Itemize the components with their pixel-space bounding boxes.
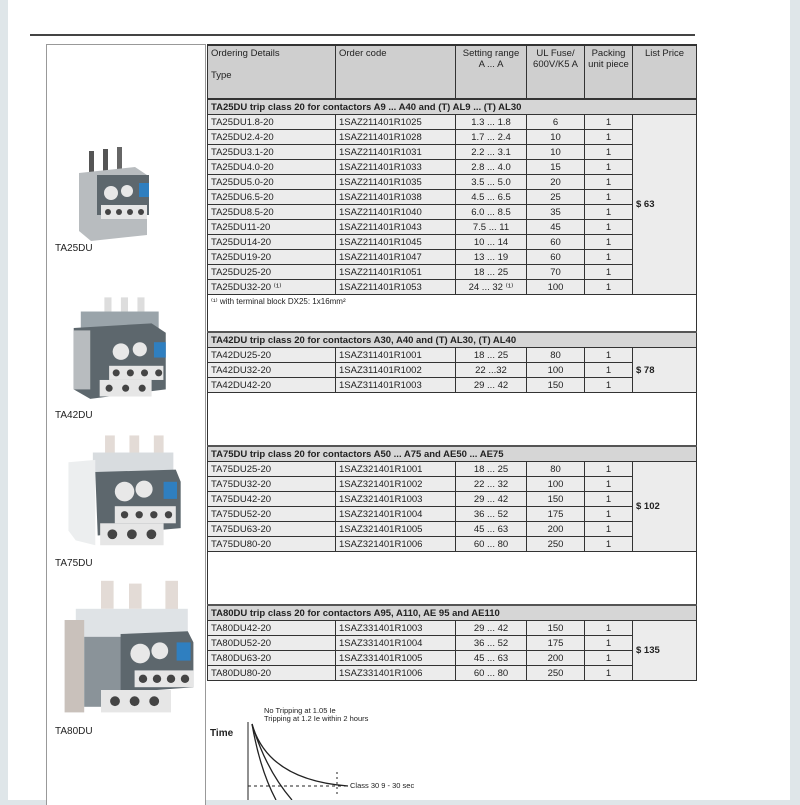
ul-fuse-cell: 250 — [527, 666, 585, 681]
packing-unit-cell: 1 — [585, 220, 633, 235]
table-row — [208, 130, 697, 145]
table-row — [208, 537, 697, 552]
setting-range-cell: 22 ...32 — [456, 363, 527, 378]
ul-fuse-cell: 200 — [527, 651, 585, 666]
table-row — [208, 190, 697, 205]
setting-range-cell: 36 ... 52 — [456, 636, 527, 651]
ul-fuse-cell: 150 — [527, 378, 585, 393]
type-cell: TA75DU32-20 — [208, 477, 336, 492]
table-row — [208, 348, 697, 363]
table-row — [208, 205, 697, 220]
order-code-cell: 1SAZ321401R1001 — [336, 462, 456, 477]
section-divider — [30, 34, 695, 36]
packing-unit-cell: 1 — [585, 651, 633, 666]
group-title: TA80DU trip class 20 for contactors A95, A110, AE 95 and AE110 — [208, 605, 697, 621]
order-code-cell: 1SAZ211401R1031 — [336, 145, 456, 160]
spacer-row — [208, 552, 697, 606]
ul-fuse-cell: 100 — [527, 363, 585, 378]
setting-range-cell: 1.7 ... 2.4 — [456, 130, 527, 145]
ul-fuse-cell: 15 — [527, 160, 585, 175]
spacer-row — [208, 393, 697, 447]
product-label: TA25DU — [55, 243, 93, 254]
table-row — [208, 636, 697, 651]
ul-fuse-cell: 250 — [527, 537, 585, 552]
order-code-cell: 1SAZ211401R1025 — [336, 115, 456, 130]
packing-unit-cell: 1 — [585, 348, 633, 363]
setting-range-cell: 45 ... 63 — [456, 522, 527, 537]
group-header-row — [208, 99, 697, 115]
header-order-code: Order code — [336, 45, 456, 99]
type-cell: TA80DU52-20 — [208, 636, 336, 651]
trip-class-chart — [208, 700, 468, 800]
packing-unit-cell: 1 — [585, 160, 633, 175]
table-row — [208, 363, 697, 378]
spacer-cell — [208, 393, 697, 447]
table-row — [208, 522, 697, 537]
footnote: ⁽¹⁾ with terminal block DX25: 1x16mm² — [208, 295, 697, 333]
order-code-cell: 1SAZ211401R1053 — [336, 280, 456, 295]
order-code-cell: 1SAZ331401R1004 — [336, 636, 456, 651]
chart-y-label: Time — [210, 728, 234, 739]
packing-unit-cell: 1 — [585, 492, 633, 507]
catalog-page — [8, 0, 790, 800]
ul-fuse-cell: 60 — [527, 235, 585, 250]
packing-unit-cell: 1 — [585, 235, 633, 250]
order-code-cell: 1SAZ321401R1006 — [336, 537, 456, 552]
setting-range-cell: 29 ... 42 — [456, 378, 527, 393]
setting-range-cell: 1.3 ... 1.8 — [456, 115, 527, 130]
product-images-column — [46, 44, 206, 805]
type-cell: TA25DU32-20 ⁽¹⁾ — [208, 280, 336, 295]
table-row — [208, 651, 697, 666]
order-code-cell: 1SAZ211401R1040 — [336, 205, 456, 220]
setting-range-cell: 18 ... 25 — [456, 462, 527, 477]
setting-range-cell: 24 ... 32 ⁽¹⁾ — [456, 280, 527, 295]
setting-range-cell: 60 ... 80 — [456, 537, 527, 552]
list-price-cell: $ 78 — [633, 348, 697, 393]
packing-unit-cell: 1 — [585, 462, 633, 477]
packing-unit-cell: 1 — [585, 205, 633, 220]
order-code-cell: 1SAZ321401R1003 — [336, 492, 456, 507]
packing-unit-cell: 1 — [585, 621, 633, 636]
type-cell: TA80DU63-20 — [208, 651, 336, 666]
list-price-cell: $ 102 — [633, 462, 697, 552]
packing-unit-cell: 1 — [585, 666, 633, 681]
ul-fuse-cell: 150 — [527, 492, 585, 507]
header-list-price: List Price — [633, 45, 697, 99]
type-cell: TA25DU14-20 — [208, 235, 336, 250]
table-row — [208, 462, 697, 477]
packing-unit-cell: 1 — [585, 378, 633, 393]
setting-range-cell: 2.8 ... 4.0 — [456, 160, 527, 175]
ul-fuse-cell: 100 — [527, 477, 585, 492]
relay-image — [75, 145, 175, 245]
ul-fuse-cell: 175 — [527, 507, 585, 522]
table-row — [208, 265, 697, 280]
order-code-cell: 1SAZ321401R1004 — [336, 507, 456, 522]
setting-range-cell: 3.5 ... 5.0 — [456, 175, 527, 190]
relay-image — [63, 433, 191, 555]
relay-image — [59, 578, 199, 718]
packing-unit-cell: 1 — [585, 507, 633, 522]
relay-image — [69, 295, 187, 413]
ul-fuse-cell: 80 — [527, 348, 585, 363]
ul-fuse-cell: 6 — [527, 115, 585, 130]
type-cell: TA25DU25-20 — [208, 265, 336, 280]
setting-range-cell: 13 ... 19 — [456, 250, 527, 265]
ul-fuse-cell: 45 — [527, 220, 585, 235]
product-label: TA42DU — [55, 410, 93, 421]
setting-range-cell: 4.5 ... 6.5 — [456, 190, 527, 205]
header-packing-unit: Packing unit piece — [585, 45, 633, 99]
setting-range-cell: 7.5 ... 11 — [456, 220, 527, 235]
type-cell: TA80DU80-20 — [208, 666, 336, 681]
type-cell: TA25DU4.0-20 — [208, 160, 336, 175]
group-header-row — [208, 332, 697, 348]
order-code-cell: 1SAZ331401R1005 — [336, 651, 456, 666]
table-row — [208, 250, 697, 265]
ul-fuse-cell: 20 — [527, 175, 585, 190]
list-price-cell: $ 63 — [633, 115, 697, 295]
packing-unit-cell: 1 — [585, 363, 633, 378]
ul-fuse-cell: 100 — [527, 280, 585, 295]
type-cell: TA75DU25-20 — [208, 462, 336, 477]
header-setting-range: Setting range A ... A — [456, 45, 527, 99]
header-type-label: Type — [211, 70, 232, 81]
footnote-row — [208, 295, 697, 333]
order-code-cell: 1SAZ331401R1006 — [336, 666, 456, 681]
packing-unit-cell: 1 — [585, 265, 633, 280]
order-code-cell: 1SAZ321401R1002 — [336, 477, 456, 492]
order-code-cell: 1SAZ321401R1005 — [336, 522, 456, 537]
order-code-cell: 1SAZ211401R1051 — [336, 265, 456, 280]
packing-unit-cell: 1 — [585, 537, 633, 552]
order-code-cell: 1SAZ211401R1038 — [336, 190, 456, 205]
setting-range-cell: 45 ... 63 — [456, 651, 527, 666]
ul-fuse-cell: 175 — [527, 636, 585, 651]
setting-range-cell: 29 ... 42 — [456, 492, 527, 507]
order-code-cell: 1SAZ211401R1043 — [336, 220, 456, 235]
table-row — [208, 115, 697, 130]
order-code-cell: 1SAZ311401R1001 — [336, 348, 456, 363]
packing-unit-cell: 1 — [585, 115, 633, 130]
type-cell: TA25DU1.8-20 — [208, 115, 336, 130]
group-title: TA75DU trip class 20 for contactors A50 ... A75 and AE50 ... AE75 — [208, 446, 697, 462]
setting-range-cell: 29 ... 42 — [456, 621, 527, 636]
type-cell: TA25DU5.0-20 — [208, 175, 336, 190]
type-cell: TA25DU11-20 — [208, 220, 336, 235]
type-cell: TA75DU63-20 — [208, 522, 336, 537]
order-code-cell: 1SAZ211401R1047 — [336, 250, 456, 265]
packing-unit-cell: 1 — [585, 250, 633, 265]
ul-fuse-cell: 70 — [527, 265, 585, 280]
order-code-cell: 1SAZ211401R1033 — [336, 160, 456, 175]
product-label: TA75DU — [55, 558, 93, 569]
order-code-cell: 1SAZ331401R1003 — [336, 621, 456, 636]
setting-range-cell: 10 ... 14 — [456, 235, 527, 250]
setting-range-cell: 6.0 ... 8.5 — [456, 205, 527, 220]
type-cell: TA42DU25-20 — [208, 348, 336, 363]
setting-range-cell: 22 ... 32 — [456, 477, 527, 492]
ul-fuse-cell: 200 — [527, 522, 585, 537]
group-header-row — [208, 605, 697, 621]
chart-class-label: Class 30 9 - 30 sec — [350, 781, 415, 790]
table-row — [208, 145, 697, 160]
header-ordering-details: Ordering Details — [211, 48, 280, 59]
table-row — [208, 235, 697, 250]
type-cell: TA25DU6.5-20 — [208, 190, 336, 205]
setting-range-cell: 60 ... 80 — [456, 666, 527, 681]
packing-unit-cell: 1 — [585, 280, 633, 295]
type-cell: TA25DU3.1-20 — [208, 145, 336, 160]
table-row — [208, 507, 697, 522]
ul-fuse-cell: 150 — [527, 621, 585, 636]
table-row — [208, 220, 697, 235]
type-cell: TA75DU80-20 — [208, 537, 336, 552]
ordering-details-table — [207, 44, 697, 681]
setting-range-cell: 18 ... 25 — [456, 265, 527, 280]
packing-unit-cell: 1 — [585, 190, 633, 205]
setting-range-cell: 18 ... 25 — [456, 348, 527, 363]
trip-curves — [208, 700, 468, 800]
ul-fuse-cell: 35 — [527, 205, 585, 220]
table-header-row — [208, 45, 697, 99]
group-header-row — [208, 446, 697, 462]
packing-unit-cell: 1 — [585, 175, 633, 190]
type-cell: TA25DU8.5-20 — [208, 205, 336, 220]
setting-range-cell: 2.2 ... 3.1 — [456, 145, 527, 160]
header-type — [208, 45, 336, 99]
group-title: TA25DU trip class 20 for contactors A9 ... A40 and (T) AL9 ... (T) AL30 — [208, 99, 697, 115]
packing-unit-cell: 1 — [585, 477, 633, 492]
type-cell: TA25DU19-20 — [208, 250, 336, 265]
setting-range-cell: 36 ... 52 — [456, 507, 527, 522]
packing-unit-cell: 1 — [585, 636, 633, 651]
table-row — [208, 160, 697, 175]
packing-unit-cell: 1 — [585, 145, 633, 160]
packing-unit-cell: 1 — [585, 130, 633, 145]
table-row — [208, 666, 697, 681]
order-code-cell: 1SAZ211401R1045 — [336, 235, 456, 250]
ul-fuse-cell: 25 — [527, 190, 585, 205]
order-code-cell: 1SAZ311401R1002 — [336, 363, 456, 378]
table-row — [208, 492, 697, 507]
table-row — [208, 175, 697, 190]
chart-note-no-tripping: No Tripping at 1.05 Ie — [264, 706, 336, 715]
ul-fuse-cell: 60 — [527, 250, 585, 265]
product-label: TA80DU — [55, 726, 93, 737]
ul-fuse-cell: 80 — [527, 462, 585, 477]
table-row — [208, 477, 697, 492]
list-price-cell: $ 135 — [633, 621, 697, 681]
packing-unit-cell: 1 — [585, 522, 633, 537]
table-row — [208, 621, 697, 636]
table-row — [208, 378, 697, 393]
table-row — [208, 280, 697, 295]
type-cell: TA75DU42-20 — [208, 492, 336, 507]
type-cell: TA80DU42-20 — [208, 621, 336, 636]
group-title: TA42DU trip class 20 for contactors A30, A40 and (T) AL30, (T) AL40 — [208, 332, 697, 348]
order-code-cell: 1SAZ211401R1028 — [336, 130, 456, 145]
type-cell: TA42DU32-20 — [208, 363, 336, 378]
spacer-cell — [208, 552, 697, 606]
ul-fuse-cell: 10 — [527, 145, 585, 160]
type-cell: TA42DU42-20 — [208, 378, 336, 393]
ul-fuse-cell: 10 — [527, 130, 585, 145]
order-code-cell: 1SAZ211401R1035 — [336, 175, 456, 190]
type-cell: TA75DU52-20 — [208, 507, 336, 522]
order-code-cell: 1SAZ311401R1003 — [336, 378, 456, 393]
type-cell: TA25DU2.4-20 — [208, 130, 336, 145]
header-ul-fuse: UL Fuse/ 600V/K5 A — [527, 45, 585, 99]
chart-note-tripping: Tripping at 1.2 Ie within 2 hours — [264, 714, 369, 723]
